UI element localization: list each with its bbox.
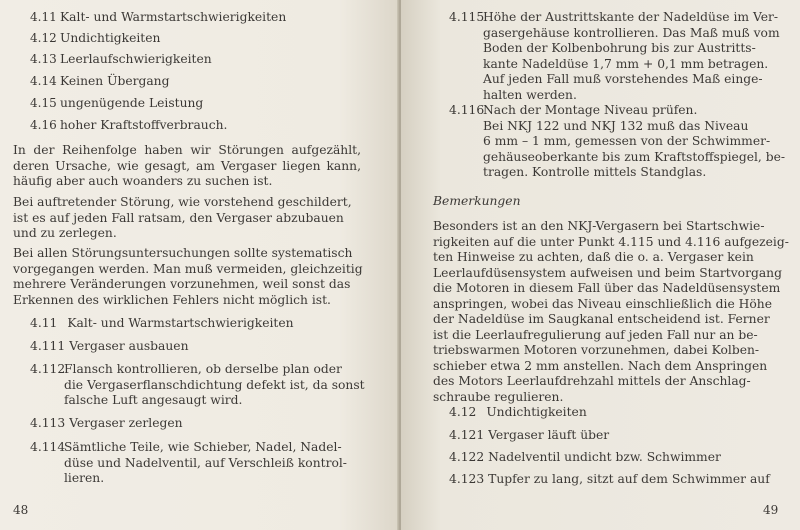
item-text: Undichtigkeiten	[60, 31, 161, 45]
text-line: 6 mm – 1 mm, gemessen von der Schwimmer-	[483, 134, 771, 148]
item-number: 4.14	[30, 74, 57, 88]
item-text: hoher Kraftstoffverbrauch.	[60, 118, 228, 132]
text-line: anspringen, wobei das Niveau einschließlich die Höhe	[433, 296, 772, 311]
item-number: 4.121	[449, 428, 485, 442]
text-line: Sämtliche Teile, wie Schieber, Nadel, Nadel-	[64, 440, 342, 454]
list-item	[449, 450, 789, 466]
right-page	[401, 0, 800, 530]
item-number: 4.114	[30, 440, 66, 454]
item-number: 4.122	[449, 450, 485, 464]
text-line: Bei auftretender Störung, wie vorstehend geschildert,	[13, 195, 352, 209]
paragraph	[13, 143, 361, 190]
item-text: Vergaser läuft über	[488, 428, 610, 442]
text-line: schieber etwa 2 mm anstellen. Nach dem Anspringen	[433, 358, 768, 373]
item-number: 4.12	[449, 405, 477, 419]
text-line: tragen. Kontrolle mittels Standglas.	[483, 165, 707, 179]
text-line: Höhe der Austrittskante der Nadeldüse im Ver-	[483, 10, 779, 24]
text-line: Besonders ist an den NKJ-Vergasern bei Startschwie-	[433, 219, 765, 233]
list-item	[30, 416, 360, 432]
text-line: ist die Leerlaufregulierung auf jeden Fall nur an be-	[433, 327, 758, 342]
text-line: ist es auf jeden Fall ratsam, den Vergaser abzubauen	[13, 210, 344, 225]
text-line: der Nadeldüse im Saugkanal entscheidend ist. Ferner	[433, 312, 770, 326]
section-title: Bemerkungen	[433, 194, 521, 208]
paragraph	[13, 195, 361, 242]
item-number: 4.113	[30, 416, 66, 430]
paragraph	[13, 246, 361, 308]
text-line: Nach der Montage Niveau prüfen.	[483, 103, 698, 117]
list-item	[449, 472, 794, 488]
item-number: 4.16	[30, 118, 57, 132]
text-line: häufig aber auch woanders zu suchen ist.	[13, 174, 273, 188]
item-number: 4.15	[30, 96, 57, 110]
item-number: 4.116	[449, 103, 485, 117]
text-line: ten Hinweise zu achten, daß die o. a. Vergaser kein	[433, 250, 754, 264]
item-text: Kalt- und Warmstartschwierigkeiten	[60, 10, 287, 24]
text-line: kante Nadeldüse 1,7 mm + 0,1 mm betragen.	[483, 56, 769, 71]
item-text: Tupfer zu lang, sitzt auf dem Schwimmer auf	[488, 472, 770, 486]
text-line: triebswarmen Motoren vorzunehmen, dabei Kolben-	[433, 343, 760, 357]
paragraph	[433, 219, 788, 405]
item-text: Nadelventil undicht bzw. Schwimmer	[488, 450, 721, 464]
text-line: Auf jeden Fall muß vorstehendes Maß einge-	[483, 72, 763, 86]
page-number: 48	[13, 503, 29, 517]
item-number: 4.111	[30, 339, 66, 353]
item-number: 4.11	[30, 316, 58, 330]
item-number: 4.112	[30, 362, 66, 376]
text-line: Leerlaufdüsensystem aufweisen und beim Startvorgang	[433, 265, 782, 280]
text-line: deren Ursache, wie gesagt, am Vergaser liegen kann,	[13, 158, 361, 173]
text-line: halten werden.	[483, 87, 577, 102]
item-text: Leerlaufschwierigkeiten	[60, 52, 212, 66]
section-heading	[30, 316, 360, 332]
text-line: Flansch kontrollieren, ob derselbe plan oder	[64, 362, 342, 376]
item-text: Keinen Übergang	[60, 74, 170, 88]
item-number: 4.13	[30, 52, 57, 66]
text-line: gehäuseoberkante bis zum Kraftstoffspiegel, be-	[483, 149, 786, 164]
text-line: rigkeiten auf die unter Punkt 4.115 und 4.116 aufgezeig-	[433, 234, 789, 249]
page-number: 49	[763, 503, 779, 517]
text-line: Boden der Kolbenbohrung bis zur Austritts-	[483, 41, 756, 55]
item-number: 4.12	[30, 31, 57, 45]
item-text: ungenügende Leistung	[60, 96, 204, 110]
text-line: düse und Nadelventil, auf Verschleiß kontrol-	[64, 455, 347, 470]
item-text: Undichtigkeiten	[486, 405, 587, 419]
item-number: 4.115	[449, 10, 485, 24]
text-line: die Motoren in diesem Fall über das Nadeldüsensystem	[433, 281, 781, 295]
text-line: mehrere Veränderungen vorzunehmen, weil sonst das	[13, 277, 351, 291]
text-line: die Vergaserflanschdichtung defekt ist, da sonst	[64, 377, 365, 392]
text-line: lieren.	[64, 471, 105, 485]
item-number: 4.11	[30, 10, 57, 24]
item-number: 4.123	[449, 472, 485, 486]
text-line: schraube regulieren.	[433, 389, 564, 404]
text-line: des Motors Leerlaufdrehzahl mittels der Anschlag-	[433, 374, 751, 388]
text-line: Bei NKJ 122 und NKJ 132 muß das Niveau	[483, 118, 749, 133]
list-item	[449, 428, 789, 444]
text-line: falsche Luft angesaugt wird.	[64, 393, 243, 407]
left-page	[0, 0, 399, 530]
text-line: Bei allen Störungsuntersuchungen sollte systematisch	[13, 246, 353, 260]
item-text: Kalt- und Warmstartschwierigkeiten	[67, 316, 294, 330]
text-line: vorgegangen werden. Man muß vermeiden, gleichzeitig	[13, 261, 363, 276]
list-item	[30, 339, 360, 355]
text-line: und zu zerlegen.	[13, 226, 117, 240]
section-heading	[449, 405, 779, 421]
text-line: gasergehäuse kontrollieren. Das Maß muß vom	[483, 25, 780, 40]
item-text: Vergaser ausbauen	[69, 339, 189, 353]
text-line: In der Reihenfolge haben wir Störungen aufgezählt,	[13, 143, 361, 157]
item-text: Vergaser zerlegen	[69, 416, 183, 430]
text-line: Erkennen des wirklichen Fehlers nicht möglich ist.	[13, 292, 331, 307]
